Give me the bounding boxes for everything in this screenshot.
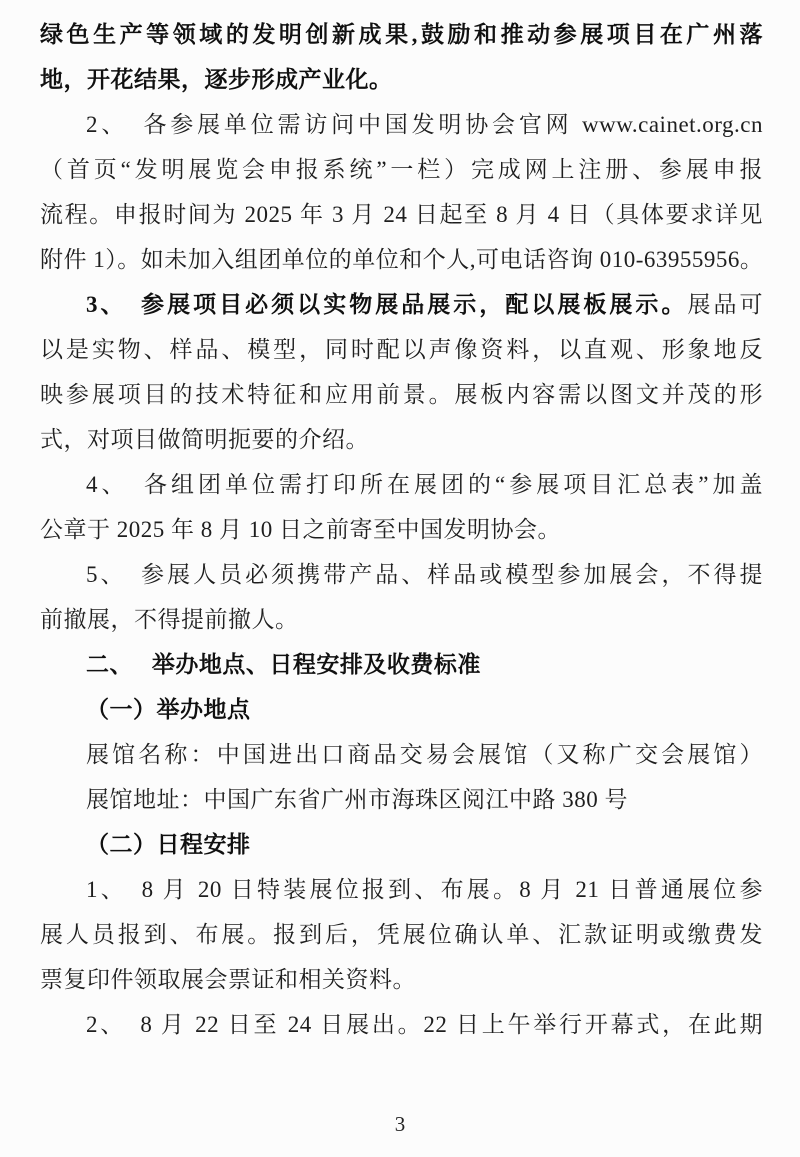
document-body [40,12,763,1047]
paragraph-item-3 [40,282,763,462]
text-segment: 公章于 2025 年 8 月 10 日之前寄至中国发明协会。 [40,517,561,542]
text-segment: 展品可 [687,292,764,317]
text-segment: 地，开花结果，逐步形成产业化。 [40,67,393,92]
text-segment: 式，对项目做简明扼要的介绍。 [40,427,369,452]
text-line [40,57,763,102]
page-footer [0,1108,800,1140]
paragraph-continuation [40,12,763,102]
text-line [40,1002,763,1047]
text-segment: 二、 举办地点、日程安排及收费标准 [86,651,481,677]
text-segment: 展人员报到、布展。报到后，凭展位确认单、汇款证明或缴费发 [40,922,763,947]
paragraph-item-5 [40,552,763,642]
text-segment: 3、 参展项目必须以实物展品展示，配以展板展示。 [86,292,688,317]
text-segment: 流程。申报时间为 2025 年 3 月 24 日起至 8 月 4 日（具体要求详见 [40,202,763,227]
heading-venue [40,687,763,732]
paragraph-item-4 [40,462,763,552]
text-line [40,102,763,147]
paragraph-schedule-2 [40,1002,763,1047]
text-segment: 票复印件领取展会票证和相关资料。 [40,967,416,992]
text-line [40,777,763,822]
text-segment: 附件 1）。如未加入组团单位的单位和个人,可电话咨询 010-63955956。 [40,247,764,272]
text-line [40,12,763,57]
text-segment: 1、 8 月 20 日特装展位报到、布展。8 月 21 日普通展位参 [86,877,763,902]
text-segment: 2、 8 月 22 日至 24 日展出。22 日上午举行开幕式，在此期 [86,1012,763,1037]
text-line [40,597,763,642]
text-line [40,642,763,687]
text-line [40,282,763,327]
heading-schedule [40,822,763,867]
text-segment: 绿色生产等领域的发明创新成果,鼓励和推动参展项目在广州落 [40,22,763,47]
paragraph-venue-address [40,777,763,822]
text-segment: 4、 各组团单位需打印所在展团的“参展项目汇总表”加盖 [86,472,763,497]
text-line [40,147,763,192]
text-segment: （首页“发明展览会申报系统”一栏）完成网上注册、参展申报 [40,157,763,182]
text-line [40,462,763,507]
text-line [40,417,763,462]
text-line [40,237,763,282]
paragraph-schedule-1 [40,867,763,1002]
text-line [40,327,763,372]
paragraph-item-2 [40,102,763,282]
text-line [40,957,763,1002]
text-segment: （一）举办地点 [86,696,251,722]
text-line [40,732,763,777]
page-number: 3 [394,1112,406,1136]
text-segment: 映参展项目的技术特征和应用前景。展板内容需以图文并茂的形 [40,382,763,407]
text-segment: 5、 参展人员必须携带产品、样品或模型参加展会，不得提 [86,562,763,587]
text-segment: 2、 各参展单位需访问中国发明协会官网 www.cainet.org.cn [86,112,763,137]
text-segment: 以是实物、样品、模型，同时配以声像资料，以直观、形象地反 [40,337,763,362]
text-line [40,192,763,237]
text-line [40,552,763,597]
text-line [40,867,763,912]
text-line [40,687,763,732]
text-segment: 展馆地址：中国广东省广州市海珠区阅江中路 380 号 [86,787,628,812]
text-line [40,372,763,417]
text-segment: 前撤展，不得提前撤人。 [40,607,299,632]
heading-section-2 [40,642,763,687]
text-segment: 展馆名称：中国进出口商品交易会展馆（又称广交会展馆） [86,742,763,767]
text-line [40,912,763,957]
text-segment: （二）日程安排 [86,831,251,857]
text-line [40,822,763,867]
text-line [40,507,763,552]
paragraph-venue-name [40,732,763,777]
